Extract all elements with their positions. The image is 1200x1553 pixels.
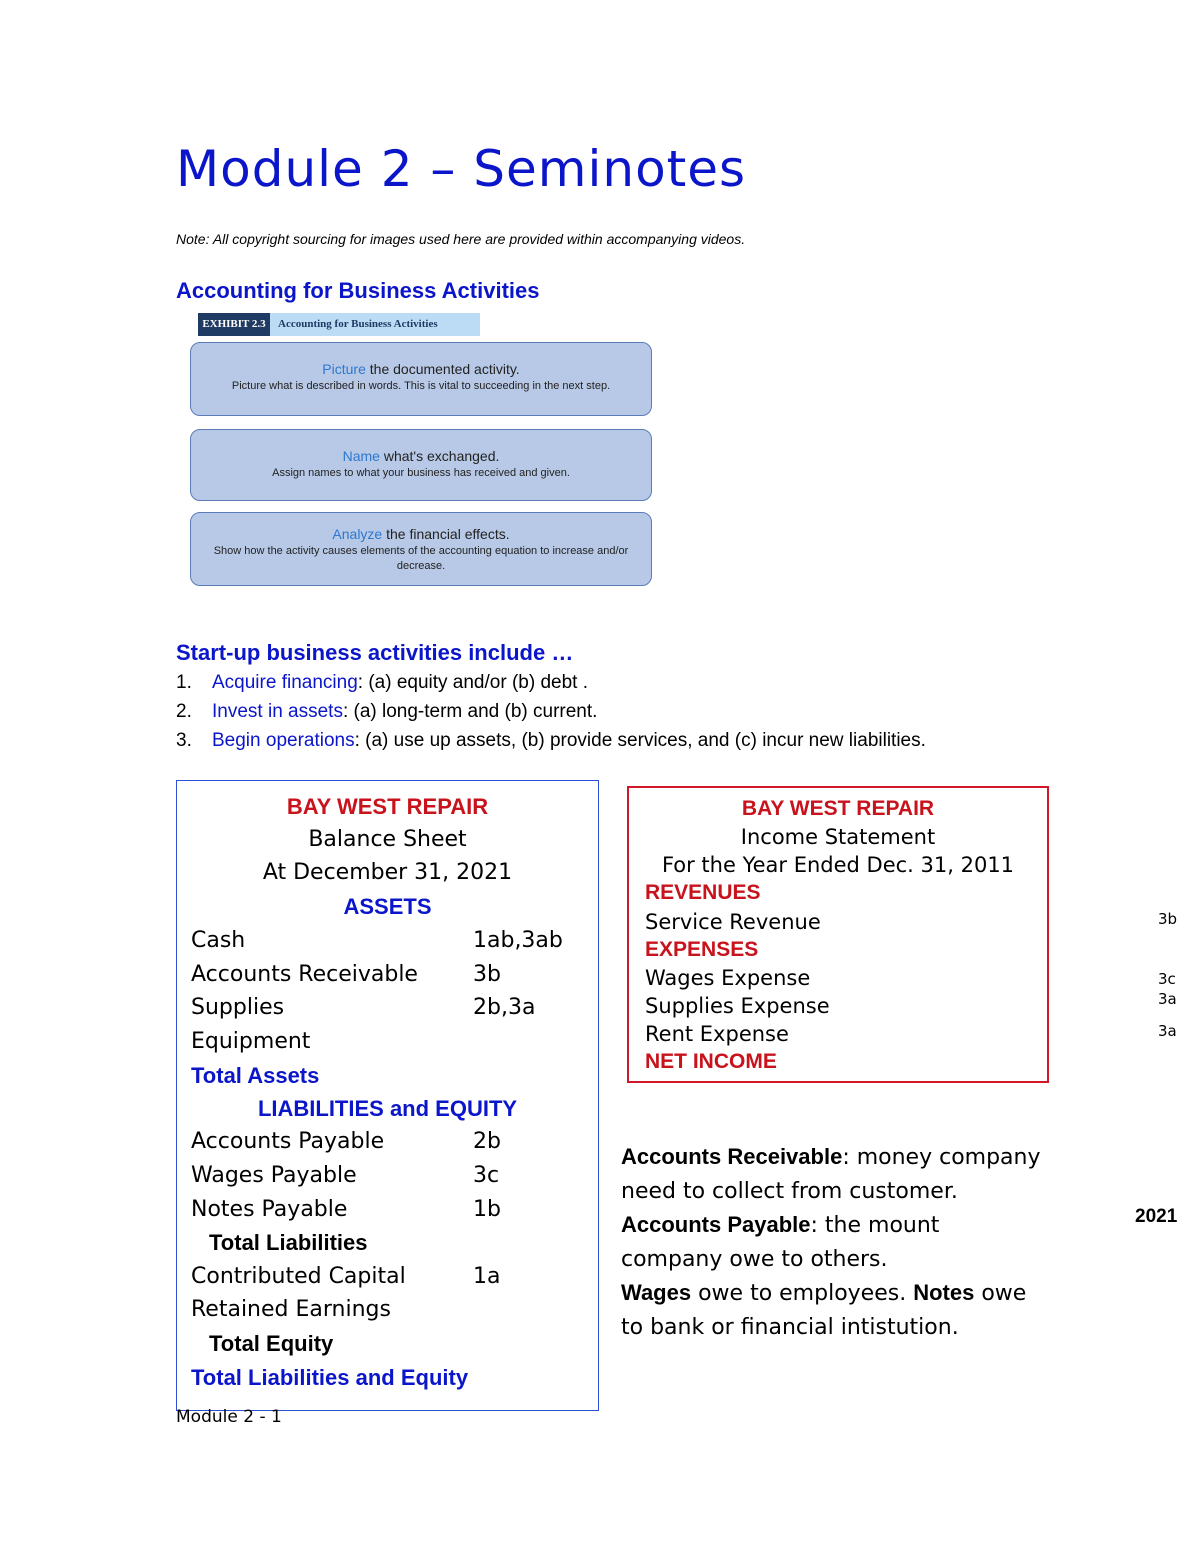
bs-row-code: 3b xyxy=(473,962,501,987)
bs-row-label: Accounts Payable xyxy=(191,1129,385,1154)
is-period: For the Year Ended Dec. 31, 2011 xyxy=(661,853,1015,877)
is-row-code: 3a xyxy=(1158,1022,1177,1040)
exhibit-header xyxy=(198,313,480,336)
is-revenues-heading: REVENUES xyxy=(645,881,761,904)
activity-text: : (a) long-term and (b) current. xyxy=(342,701,598,722)
bs-row-code: 3c xyxy=(473,1163,500,1188)
side-year: 2021 xyxy=(1135,1206,1178,1227)
exhibit-step-analyze xyxy=(190,512,652,586)
def-term-ap: Accounts Payable xyxy=(621,1212,811,1237)
bs-le-heading: LIABILITIES and EQUITY xyxy=(257,1096,518,1121)
bs-row-label: Supplies xyxy=(191,995,285,1020)
bs-row-label: Contributed Capital xyxy=(191,1264,406,1289)
bs-row-label: Equipment xyxy=(191,1029,311,1054)
step-description: Show how the activity causes elements of the accounting equation to increase and/or decrease. xyxy=(213,545,629,572)
section-heading-startup: Start-up business activities include … xyxy=(176,640,574,665)
bs-date: At December 31, 2021 xyxy=(262,860,513,885)
section-heading-accounting: Accounting for Business Activities xyxy=(176,278,540,303)
exhibit-step-name xyxy=(190,429,652,501)
activity-text: : (a) use up assets, (b) provide services, and (c) incur new liabilities. xyxy=(354,730,926,751)
def-text-ar: : money company need to collect from customer. xyxy=(621,1145,1041,1204)
is-row-label: Rent Expense xyxy=(645,1022,789,1046)
page-footer: Module 2 - 1 xyxy=(176,1407,282,1427)
is-net-income: NET INCOME xyxy=(645,1050,777,1073)
bs-total-assets: Total Assets xyxy=(191,1063,320,1088)
bs-row-code: 2b,3a xyxy=(473,995,536,1020)
step-keyword: Picture xyxy=(322,361,366,377)
step-heading: the financial effects. xyxy=(382,526,510,542)
def-text-notes: owe to bank or financial intistution. xyxy=(621,1281,1027,1340)
def-term-wages: Wages xyxy=(621,1280,692,1305)
bs-row-label: Notes Payable xyxy=(191,1197,348,1222)
step-description: Assign names to what your business has received and given. xyxy=(272,467,570,479)
bs-total-equity: Total Equity xyxy=(209,1331,334,1356)
is-expenses-heading: EXPENSES xyxy=(645,938,759,961)
bs-assets-heading: ASSETS xyxy=(343,894,432,919)
definitions xyxy=(621,1140,1041,1344)
activities-list xyxy=(176,668,926,755)
exhibit-tag: EXHIBIT 2.3 xyxy=(198,313,270,336)
step-heading: what's exchanged. xyxy=(379,448,500,464)
bs-total-liabilities: Total Liabilities xyxy=(209,1230,368,1255)
list-item: 2. Invest in assets: (a) long-term and (b) current. xyxy=(176,701,598,722)
is-row-label: Wages Expense xyxy=(645,966,811,990)
def-term-ar: Accounts Receivable xyxy=(621,1144,843,1169)
is-statement: Income Statement xyxy=(740,825,936,849)
activity-label: Begin operations xyxy=(212,730,355,751)
step-keyword: Analyze xyxy=(332,526,383,542)
bs-company: BAY WEST REPAIR xyxy=(286,794,489,819)
is-row-label: Supplies Expense xyxy=(645,994,830,1018)
list-item: 1. Acquire financing: (a) equity and/or (b) debt . xyxy=(176,672,588,693)
bs-row-code: 1a xyxy=(473,1264,501,1289)
page-title: Module 2 – Seminotes xyxy=(176,140,747,198)
bs-row-label: Retained Earnings xyxy=(191,1297,391,1322)
bs-row-code: 2b xyxy=(473,1129,501,1154)
def-text-wages: owe to employees. xyxy=(691,1281,914,1306)
step-description: Picture what is described in words. This is vital to succeeding in the next step. xyxy=(231,380,611,392)
is-row-label: Service Revenue xyxy=(645,910,821,934)
bs-row-code: 1ab,3ab xyxy=(473,928,563,953)
is-row-code: 3a xyxy=(1158,990,1177,1008)
bs-row-label: Accounts Receivable xyxy=(191,962,418,987)
income-statement xyxy=(627,786,1049,1083)
bs-total-le: Total Liabilities and Equity xyxy=(191,1365,469,1390)
step-heading: the documented activity. xyxy=(365,361,520,377)
is-row-code: 3b xyxy=(1158,910,1178,928)
copyright-note: Note: All copyright sourcing for images used here are provided within accompanying videos. xyxy=(176,231,746,247)
is-row-code: 3c xyxy=(1158,970,1176,988)
bs-row-label: Cash xyxy=(191,928,246,953)
activity-label: Acquire financing xyxy=(212,672,358,693)
balance-sheet xyxy=(176,780,599,1411)
is-company: BAY WEST REPAIR xyxy=(741,797,935,820)
step-keyword: Name xyxy=(342,448,380,464)
bs-row-label: Wages Payable xyxy=(191,1163,357,1188)
def-term-notes: Notes xyxy=(913,1280,975,1305)
exhibit-title: Accounting for Business Activities xyxy=(278,318,438,330)
bs-row-code: 1b xyxy=(473,1197,501,1222)
def-text-ap: : the mount company owe to others. xyxy=(621,1213,940,1272)
activity-text: : (a) equity and/or (b) debt . xyxy=(357,672,588,693)
bs-statement: Balance Sheet xyxy=(308,827,467,852)
activity-label: Invest in assets xyxy=(212,701,343,722)
list-item: 3. Begin operations: (a) use up assets, (b) provide services, and (c) incur new liabilities. xyxy=(176,730,926,751)
exhibit-step-picture xyxy=(190,342,652,416)
